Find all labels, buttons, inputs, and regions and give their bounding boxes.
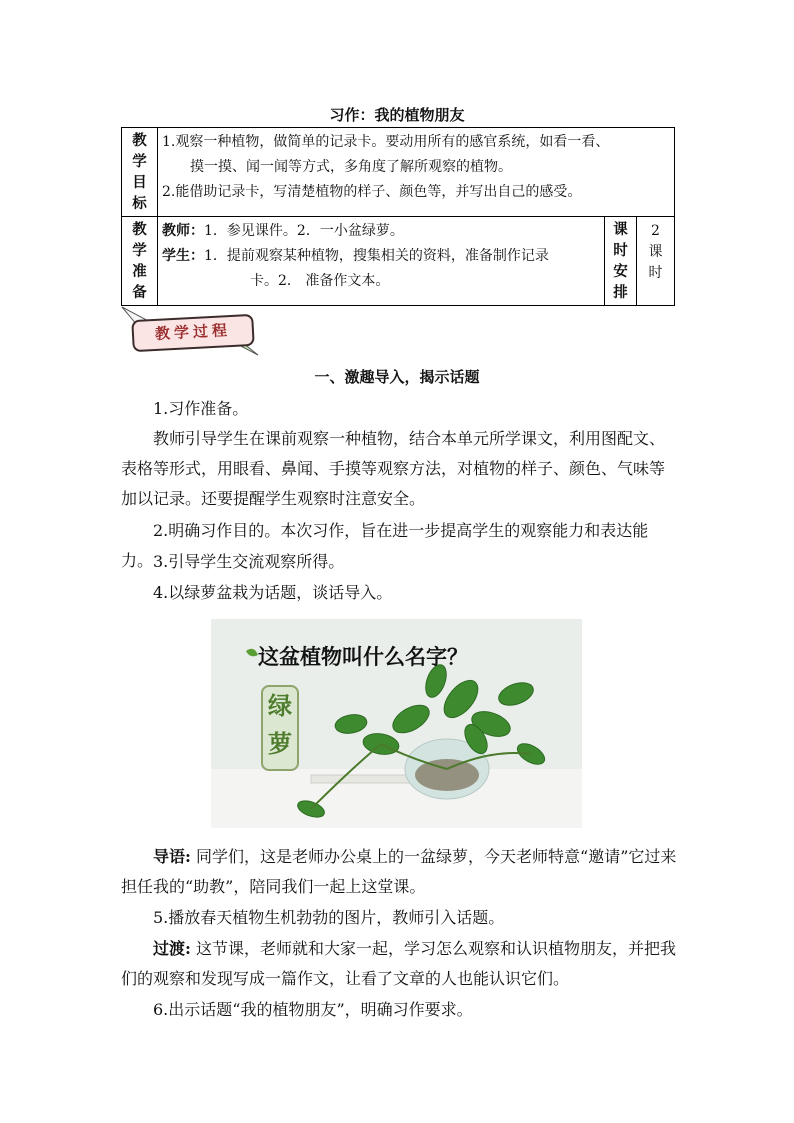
paragraph-4: 3.引导学生交流观察所得。: [153, 552, 345, 571]
intro-label: 导语:: [153, 847, 191, 866]
paragraph-1: 1.习作准备。: [153, 399, 249, 418]
page-title: 习作：我的植物朋友: [329, 106, 465, 124]
paragraph-9: 6.出示话题“我的植物朋友”，明确习作要求。: [153, 1000, 473, 1019]
badge-label: 教学过程: [154, 321, 232, 343]
process-badge: [120, 305, 260, 357]
student-label: 学生：: [162, 248, 204, 264]
pothos-seal: 绿 萝: [261, 685, 299, 771]
schedule-label: 课 时 安 排: [605, 217, 637, 306]
paragraph-3: 2.明确习作目的。本次习作，旨在进一步提高学生的观察能力和表达能力。: [121, 521, 649, 570]
prep-row: [122, 217, 675, 306]
goals-label: 教 学 目 标: [122, 128, 158, 217]
photo-question: 这盆植物叫什么名字？: [258, 645, 468, 669]
intro-text: 同学们，这是老师办公桌上的一盆绿萝，今天老师特意“邀请”它过来担任我的“助教”，陪同我们一起上这堂课。: [121, 847, 677, 896]
teacher-label: 教师：: [162, 223, 204, 239]
goals-content: [158, 128, 675, 217]
goal-line-3: 2.能借助记录卡，写清楚植物的样子、颜色等，并写出自己的感受。: [162, 184, 582, 200]
lesson-info-table: [121, 127, 675, 306]
paragraph-8: [121, 934, 677, 994]
transition-text: 这节课，老师就和大家一起，学习怎么观察和认识植物朋友，并把我们的观察和发现写成一篇作文，让看了文章的人也能认识它们。: [121, 939, 677, 988]
section-title: 一、激趣导入，揭示话题: [314, 368, 480, 386]
prep-label: 教 学 准 备: [122, 217, 158, 306]
student-text-2: 卡。2． 准备作文本。: [250, 273, 390, 289]
prep-content: [158, 217, 605, 306]
pothos-photo: [211, 619, 582, 828]
paragraph-2: 教师引导学生在课前观察一种植物，结合本单元所学课文，利用图配文、表格等形式，用眼看、鼻闻、手摸等观察方法，对植物的样子、颜色、气味等加以记录。还要提醒学生观察时注意安全。: [121, 429, 666, 508]
goal-line-1: 1.观察一种植物，做简单的记录卡。要动用所有的感官系统，如看一看、: [162, 134, 610, 150]
goals-row: [122, 128, 675, 217]
student-text-1: 1．提前观察某种植物，搜集相关的资料，准备制作记录: [204, 248, 549, 264]
paragraph-5: 4.以绿萝盆栽为话题，谈话导入。: [153, 583, 393, 602]
teacher-text: 1．参见课件。2．一小盆绿萝。: [204, 223, 404, 239]
paragraph-7: 5.播放春天植物生机勃勃的图片，教师引入话题。: [153, 908, 505, 927]
transition-label: 过渡:: [153, 939, 191, 958]
paragraph-6: [121, 842, 677, 902]
goal-line-2: 摸一摸、闻一闻等方式，多角度了解所观察的植物。: [190, 159, 512, 175]
schedule-value: 2 课 时: [637, 217, 675, 306]
